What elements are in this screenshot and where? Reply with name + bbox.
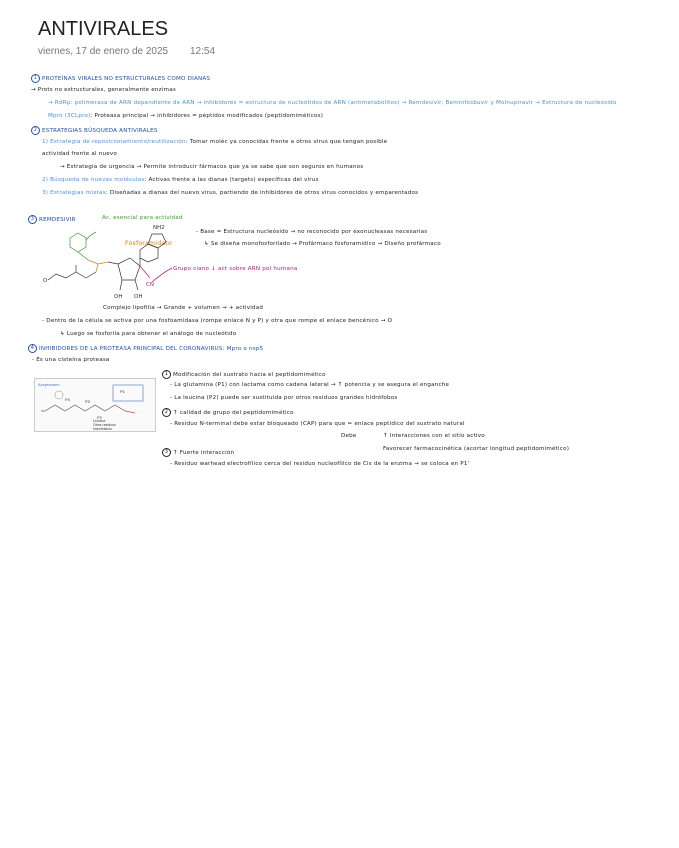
cyano-note: Grupo ciano ↓ act sobre ARN pol humana — [173, 266, 298, 272]
phenyl-ring-shape — [70, 233, 86, 252]
section-4-heading — [28, 344, 263, 353]
section-2-heading-text: ESTRATEGIAS BÚSQUEDA ANTIVIRALES — [42, 128, 158, 134]
s4-point-2b2: Favorecer farmacocinética (acortar longitud peptidomimético) — [383, 446, 570, 452]
section-4-heading-text: INHIBIDORES DE LA PROTEASA PRINCIPAL DEL CORONAVIRUS: Mpro o nsp5 — [39, 346, 264, 352]
s4-point-3a: - Residuo warhead electrofílico cerca del residuo nucleofílico de Cis de la enzima → se coloca en P1' — [170, 461, 470, 467]
s2-l1-tag: 1) Estrategia de reposicionamiento/reutilización — [42, 139, 186, 145]
s4-point-1-text: Modificación del sustrato hacia el peptidomimético — [173, 372, 326, 378]
s1-line3-text: : Proteasa principal → inhibidores = péptidos modificados (peptidomiméticos) — [90, 113, 324, 119]
section-1-number: 1 — [31, 74, 40, 83]
s2-line1 — [42, 139, 387, 145]
acceptor-label: Aceptomero — [38, 382, 60, 387]
s1-line1: → Prots no estructurales, generalmente enzimas — [31, 87, 176, 93]
s2-l2-tag: 2) Búsqueda de nuevas moléculas — [42, 177, 145, 183]
page-time: 12:54 — [190, 46, 216, 57]
s2-line3 — [42, 190, 418, 196]
s4-point-2-text: ↑ calidad de grupo del peptidomimético — [173, 410, 294, 416]
other-residues-label: Otros residuos — [93, 423, 116, 427]
p1-label: P1 — [120, 389, 125, 394]
s2-line2 — [42, 177, 319, 183]
s1-line3 — [48, 113, 323, 119]
remdesivir-green-note: Ac. esencial para actividad — [102, 215, 183, 221]
section-2-heading — [31, 126, 158, 135]
s2-l2-text: : Activas frente a las dianas (targets) específicas del virus — [144, 177, 319, 183]
remdesivir-phosphorylation-line: ↳ Luego se fosforila para obtener el análogo de nucleótido — [60, 331, 237, 337]
section-1-heading-text: PROTEÍNAS VIRALES NO ESTRUCTURALES COMO DIANAS — [42, 76, 211, 82]
s2-l3-tag: 3) Estrategias mixtas — [42, 190, 106, 196]
s4-point-3-number: 3 — [162, 448, 171, 457]
s4-point-3 — [162, 448, 234, 457]
remdesivir-complex-line: Complejo lipofilia → Grande + volumen → + actividad — [103, 305, 264, 311]
leucine-label: Leucina — [93, 419, 106, 423]
page-title: ANTIVIRALES — [38, 18, 169, 40]
s2-l1-text: : Tomar moléc ya conocidas frente a otros virus que tengan posible — [185, 139, 388, 145]
s4-point-2 — [162, 408, 294, 417]
remdesivir-prodrug-line: ↳ Se diseña monofosforilado → Profármaco fosforamidico → Diseño profármaco — [204, 241, 441, 247]
mpro-tag: Mpro (3CLpro) — [48, 113, 91, 119]
section-2-number: 2 — [31, 126, 40, 135]
s4-point-2a: - Residuo N-terminal debe estar bloqueado (CAP) para que ≃ enlace peptídico del sustrato natural — [170, 421, 465, 427]
phosphoramidate-label: Fosforamidato — [125, 240, 172, 247]
ribose-ring-shape — [118, 258, 140, 280]
nh2-label: NH2 — [153, 225, 165, 231]
mpro-substrate-diagram — [34, 378, 156, 432]
s4-point-3-text: ↑ Fuerte interacción — [173, 450, 235, 456]
s4-point-1a: - La glutamina (P1) con lactama como cadena lateral → ↑ potencia y se asegura el enganche — [170, 382, 450, 388]
s4-point-2b1: ↑ Interacciones con el sitio activo — [383, 433, 485, 439]
remdesivir-activation-line: - Dentro de la célula se activa por una fosfoamidasa (rompe enlace N y P) y otra que rompe el enlace bencénico → O — [42, 318, 393, 324]
s4-point-1b: - La leucina (P2) puede ser sustituida por otros residuos grandes hidrófobos — [170, 395, 398, 401]
s1-line2 — [48, 100, 617, 106]
s4-point-2b-tag: Debe — [341, 433, 357, 439]
s2-l3-text: : Diseñadas a dianas del nuevo virus, partiendo de inhibidores de otros virus conocidos y emparentados — [105, 190, 419, 196]
section-3-number: 3 — [28, 215, 37, 224]
hydrophobic-label: hidrofóbicos — [93, 427, 112, 431]
page-date: viernes, 17 de enero de 2025 — [38, 46, 169, 57]
cn-label: CN — [146, 282, 154, 288]
p3-label: P3 — [85, 399, 90, 404]
s1-line2-text: → RdRp: polimerasa de ARN dependiente de ARN → inhibidores = estructura de nucleótidos de ARN (antimetabolitos) → Remdesivir, Bemnifosbuvir y Molnupiravir → Estructura de nucleósido — [48, 100, 617, 106]
section-4-number: 4 — [28, 344, 37, 353]
p4-label: P4 — [65, 397, 70, 402]
remdesivir-base-line: - Base = Estructura nucleósido → no reconocido por exonucleasas necesarias — [196, 229, 428, 235]
s4-line1: - Es una cisteína proteasa — [32, 357, 110, 363]
s4-point-1-number: 1 — [162, 370, 171, 379]
o-label: O — [43, 278, 48, 284]
p2-label: P2 — [97, 415, 102, 420]
s4-point-1 — [162, 370, 326, 379]
oh-label-2: OH — [134, 294, 143, 300]
s2-line1c: → Estrategia de urgencia → Permite introducir fármacos que ya se sabe que son seguros en humanos — [60, 164, 364, 170]
remdesivir-structure — [40, 220, 210, 312]
section-1-heading — [31, 74, 210, 83]
s4-point-2-number: 2 — [162, 408, 171, 417]
s2-line1b: actividad frente al nuevo — [42, 151, 117, 157]
section-3-heading-text: REMDESIVIR — [39, 217, 76, 223]
oh-label-1: OH — [114, 294, 123, 300]
